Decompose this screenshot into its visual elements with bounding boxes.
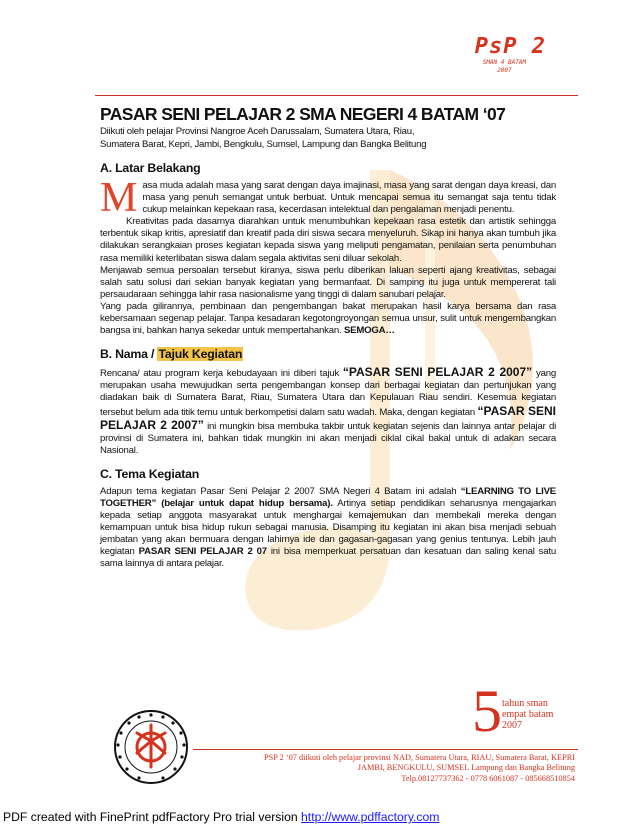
section-a-p4-bold: SEMOGA… xyxy=(343,325,395,337)
section-b-t2: yang merupakan usaha mewujudkan serta pengembangan konsep dari berbagai kegiatan dan pertunjukan yang diadakan baik di Sumatera Barat, Riau, Sumatera Utara dan Kepulauan Riau sendiri. Kesemua kegiatan tersebut belum ada titik temu untuk berkompetisi dalam satu wadah. Maka, dengan kegiatan xyxy=(100,368,556,418)
anniversary-badge xyxy=(472,678,582,744)
page-title: PASAR SENI PELAJAR 2 SMA NEGERI 4 BATAM ‘07 xyxy=(100,104,506,124)
footer-line-1: PSP 2 ‘07 diikuti oleh pelajar provinsi NAD, Sumatera Utara, RIAU, Sumatera Barat, KEPRI xyxy=(263,753,575,762)
brand-subtitle-2: 2007 xyxy=(497,67,512,74)
section-c-t2: Artinya setiap pendidikan seharusnya mengajarkan kepada setiap anggota masyarakat untuk menghargai kemajemukan dan membekali mereka dengan kemampuan untuk bisa hidup rukun sebagai manusia. Disamping itu kegiatan ini akan bisa menjadi sebuah jembatan yang akan bermuara dengan lahirnya ide dan gagasan-gagasan yang genius tentunya. Lebih jauh kegiatan xyxy=(100,497,556,558)
section-c-paragraph xyxy=(100,486,556,571)
header-rule xyxy=(95,95,578,96)
section-c-t2-bold: PASAR SENI PELAJAR 2 07 xyxy=(138,546,267,558)
section-c-t3: ini bisa memperkuat persatuan dan kesatuan dan saling kenal satu sama lainnya di antara pelajar. xyxy=(100,546,557,570)
page-subtitle-1: Diikuti oleh pelajar Provinsi Nangroe Aceh Darussalam, Sumatera Utara, Riau, xyxy=(100,126,415,137)
brand-subtitle-1: SMAN 4 BATAM xyxy=(482,59,527,66)
document-body xyxy=(100,104,556,571)
section-a-paragraph-2: Kreativitas pada dasarnya diarahkan untuk menumbuhkan kepekaan rasa estetik dan artistik sehingga terbentuk sikap kritis, apresiatif dan kreatif pada diri siswa secara menyeluruh. Sikap ini hanya akan tumbuh jika dilakukan serangkaian proses kegiatan kepada siswa yang meliputi pengamatan, penilaian serta penumbuhan rasa memiliki keterlibatan siswa dalam segala aktivitas seni diluar sekolah. xyxy=(100,216,556,264)
page-subtitle-2: Sumatera Barat, Kepri, Jambi, Bengkulu, Sumsel, Lampung dan Bangka Belitung xyxy=(100,139,427,150)
anniversary-text xyxy=(502,698,553,731)
school-seal-logo xyxy=(111,707,191,787)
section-b-heading-prefix: B. Nama / xyxy=(100,347,158,362)
pdf-creator-notice xyxy=(0,808,638,826)
brand-block xyxy=(475,34,546,75)
anniversary-line-1: tahun sman xyxy=(502,698,548,709)
section-b-t1-bold: “PASAR SENI PELAJAR 2 2007” xyxy=(342,365,533,380)
section-c-t1-bold: “LEARNING TO LIVE TOGETHER” (belajar untuk dapat hidup bersama). xyxy=(100,485,556,509)
footer-line-3: Telp.08127737362 - 0778 6061087 - 085668510854 xyxy=(401,773,575,783)
dropcap: M xyxy=(100,175,138,221)
section-b-heading xyxy=(100,347,556,362)
section-b-t3: ini mungkin bisa membuka takbir untuk kegiatan sejenis dan lainnya antar pelajar di provinsi di Sumatera ini, bahkan tidak mungkin ini akan menjadi ciklal cikal bakal untuk di adakan secara Nasional. xyxy=(100,420,557,456)
section-b-t2-bold: “PASAR SENI PELAJAR 2 2007” xyxy=(100,403,556,432)
section-c-heading: C. Tema Kegiatan xyxy=(100,466,200,481)
section-b-body xyxy=(100,366,556,457)
section-b-paragraph xyxy=(100,366,556,457)
section-c-t1: Adapun tema kegiatan Pasar Seni Pelajar 2 2007 SMA Negeri 4 Batam ini adalah xyxy=(100,485,461,497)
section-a-paragraph-3: Menjawab semua persoalan tersebut kiranya, siswa perlu diberikan laluan seperti ajang kreativitas, sebagai salah satu solusi dari sekian banyak kegiatan yang bermanfaat. Di samping itu juga untuk mempererat tali persaudaraan sehingga lahir rasa nasionalisme yang tinggi di dalam sanubari pelajar. xyxy=(100,264,556,300)
section-a-paragraph-4 xyxy=(100,301,556,337)
section-a-p4-text: Yang pada gilirannya, pembinaan dan pengembangan bakat merupakan hasil karya bersama dan rasa kebersamaan segenap pelajar. Tanpa kesadaran kegotongroyongan semua unsur, sulit untuk mengembangkan bangsa ini, bahkan hanya sekedar untuk mempertahankan. xyxy=(100,300,556,337)
anniversary-line-3: 2007 xyxy=(502,720,522,731)
section-a-body xyxy=(100,175,556,337)
section-a-heading: A. Latar Belakang xyxy=(100,161,201,175)
footer-text xyxy=(195,753,575,784)
section-b-t1: Rencana/ atau program kerja kebudayaan ini diberi tajuk xyxy=(100,368,343,380)
section-a-paragraph-1: asa muda adalah masa yang sarat dengan daya imajinasi, masa yang sarat dengan daya kreasi, dan masa yang penuh semangat untuk berbuat. Untuk mencapai semua itu semangat saja tentu tidak cukup melainkan kepekaan rasa, kecerdasan intelektual dan pengalaman menjadi penentu. xyxy=(142,180,556,216)
brand-title: PsP 2 xyxy=(474,34,546,59)
pdf-notice-text: PDF created with FinePrint pdfFactory Pro trial version xyxy=(3,810,302,824)
anniversary-number: 5 xyxy=(472,678,502,744)
anniversary-line-2: empat batam xyxy=(502,709,554,720)
footer-rule xyxy=(193,749,578,750)
section-c-body xyxy=(100,486,556,571)
pdffactory-link[interactable]: http://www.pdffactory.com xyxy=(301,810,440,824)
footer-line-2: JAMBI, BENGKULU, SUMSEL Lampung dan Bangka Belitung xyxy=(357,763,575,773)
section-b-heading-highlight: Tajuk Kegiatan xyxy=(158,347,243,362)
